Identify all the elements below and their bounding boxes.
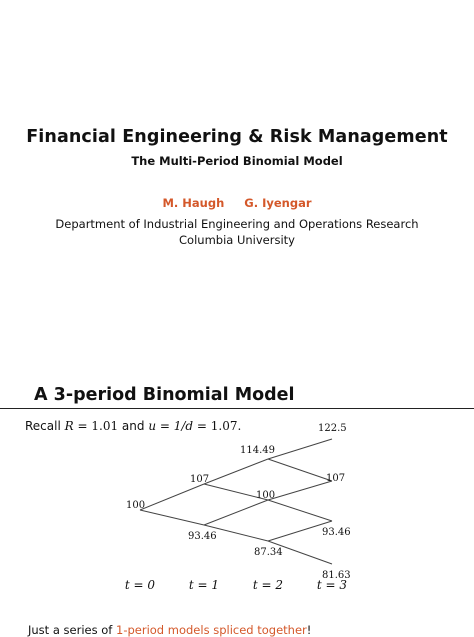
tree-edge-down <box>268 459 332 481</box>
model-slide <box>0 376 474 637</box>
recall-text: Recall R = 1.01 and u = 1/d = 1.07. <box>25 419 242 433</box>
recall-r-symbol: R <box>64 419 74 433</box>
tree-edge-up <box>140 484 204 510</box>
footer-link[interactable]: 1-period models spliced together <box>116 623 307 637</box>
recall-u-value: 1.07 <box>210 419 238 433</box>
time-label-2: t = 2 <box>252 578 284 592</box>
tree-node-t2-2: 87.34 <box>254 547 283 558</box>
recall-and: and <box>121 419 145 433</box>
footer-prefix: Just a series of <box>28 623 113 637</box>
time-label-3: t = 3 <box>316 578 348 592</box>
tree-node-t1-0: 107 <box>190 474 210 485</box>
time-label-1: t = 1 <box>188 578 220 592</box>
binomial-tree <box>0 376 474 632</box>
tree-edge-down <box>268 500 332 521</box>
tree-edge-up <box>268 439 332 459</box>
tree-node-t3-2: 93.46 <box>322 527 351 538</box>
tree-node-t3-1: 107 <box>326 473 346 484</box>
recall-prefix: Recall <box>25 419 61 433</box>
author-iyengar: G. Iyengar <box>244 196 312 210</box>
tree-edge-down <box>140 510 204 525</box>
deck-subtitle: The Multi-Period Binomial Model <box>131 154 343 168</box>
tree-node-t3-0: 122.5 <box>318 423 347 434</box>
tree-edge-up <box>204 500 268 525</box>
tree-edge-up <box>268 481 332 500</box>
tree-node-t0-0: 100 <box>126 500 146 511</box>
deck-title: Financial Engineering & Risk Management <box>26 127 448 147</box>
recall-u-expr: u = 1/d <box>148 419 194 433</box>
recall-suffix: . <box>237 419 242 433</box>
tree-edge-up <box>204 459 268 484</box>
tree-node-t1-1: 93.46 <box>188 531 217 542</box>
recall-r-value: 1.01 <box>91 419 119 433</box>
affiliation-department: Department of Industrial Engineering and Operations Research <box>55 217 419 231</box>
authors <box>0 196 474 210</box>
frame-title: A 3-period Binomial Model <box>34 385 295 405</box>
author-haugh: M. Haugh <box>162 196 225 210</box>
tree-node-t3-3: 81.63 <box>322 570 351 581</box>
footer-note <box>28 623 311 637</box>
tree-node-t2-0: 114.49 <box>240 445 275 456</box>
affiliation-university: Columbia University <box>179 233 295 247</box>
tree-node-t2-1: 100 <box>256 490 276 501</box>
time-label-0: t = 0 <box>124 578 156 592</box>
footer-suffix: ! <box>306 623 312 637</box>
